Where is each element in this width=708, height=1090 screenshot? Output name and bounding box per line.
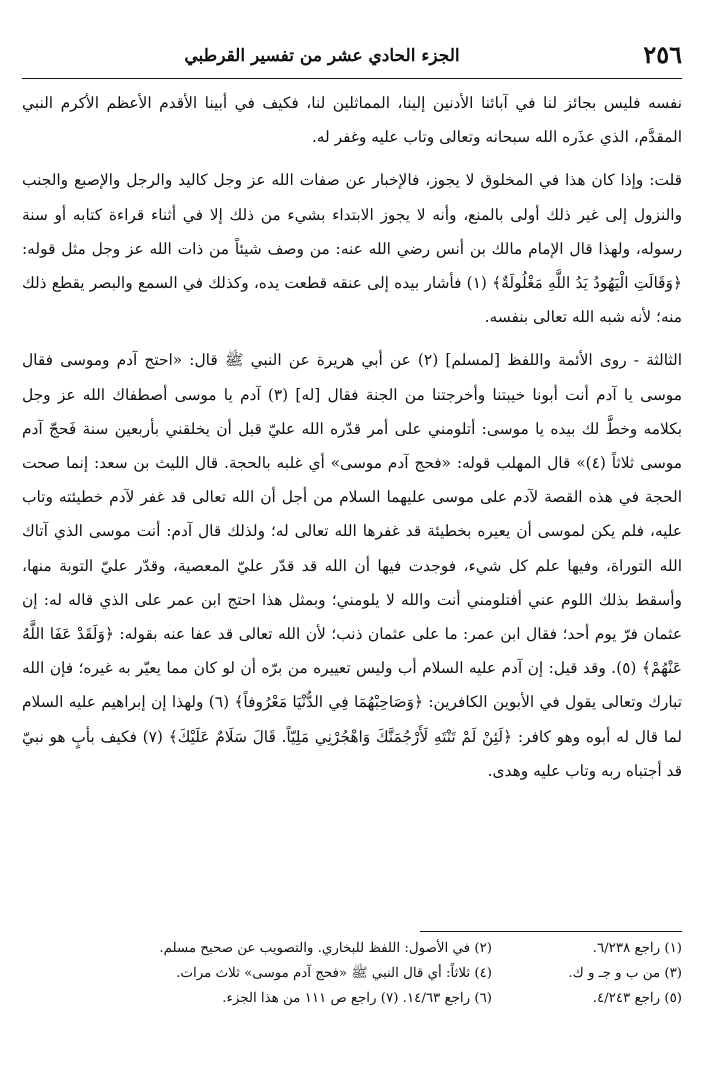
footnote: (٣) من ب و جـ و ك. <box>568 966 682 981</box>
paragraph: قلت: وإذا كان هذا في المخلوق لا يجوز، فالإخبار عن صفات الله عز وجل كاليد والرجل والإصبع والجنب والنزول إلى غير ذلك أولى بالمنع، وأنه لا يجوز الابتداء بشيء من ذلك إلا في أثناء قراءة كتابه أو سنة رسوله، ولهذا قال الإمام مالك بن أنس رضي الله عنه: من وصف شيئاً من ذات الله عز وجل مثل قوله: ﴿وَقَالَتِ الْيَهُودُ يَدُ اللَّهِ مَغْلُولَةٌ﴾ (١) فأشار بيده إلى عنقه قطعت يده، وكذلك في السمع والبصر يقطع ذلك منه؛ لأنه شبه الله تعالى بنفسه. <box>22 171 682 327</box>
page-number: ٢٥٦ <box>643 40 682 69</box>
main-text <box>22 86 682 788</box>
footnote-divider <box>420 931 682 932</box>
footnote: (٤) ثلاثاً: أي قال النبي ﷺ «فحج آدم موسى» ثلاث مرات. <box>176 966 492 981</box>
footnote: (٥) راجع ٤/٢٤٣. <box>592 991 682 1006</box>
footnote: (٢) في الأصول: اللفظ للبخاري. والتصويب عن صحيح مسلم. <box>159 941 492 956</box>
footnote: (١) راجع ٦/٢٣٨. <box>592 941 682 956</box>
running-title: الجزء الحادي عشر من تفسير القرطبي <box>184 46 460 66</box>
footnote: (٦) راجع ١٤/٦٣. (٧) راجع ص ١١١ من هذا الجزء. <box>222 991 492 1006</box>
page-header <box>22 38 682 79</box>
footnote-row <box>40 986 682 1011</box>
footnote-row <box>40 936 682 961</box>
footnote-row <box>40 961 682 986</box>
paragraph: الثالثة - روى الأئمة واللفظ [لمسلم] (٢) عن أبي هريرة عن النبي ﷺ قال: «احتج آدم وموسى فقال موسى يا آدم أنت أبونا خيبتنا وأخرجتنا من الجنة فقال [له] (٣) آدم يا موسى أصطفاك الله عز وجل بكلامه وخطَّ لك بيده يا موسى: أتلومني على أمر قدّره الله عليّ قبل أن يخلقني بأربعين سنة فَحجّ آدم موسى ثلاثاً (٤)» قال المهلب قوله: «فحج آدم موسى» أي غلبه بالحجة. قال الليث بن سعد: إنما صحت الحجة في هذه القصة لآدم على موسى عليهما السلام من أجل أن الله تعالى قد غفر لآدم خطيئته وتاب عليه، فلم يكن لموسى أن يعيره بخطيئة قد غفرها الله تعالى له؛ ولذلك قال آدم: أنت موسى الذي آتاك الله التوراة، وفيها علم كل شيء، فوجدت فيها أن الله قد قدّر عليّ المعصية، وقدّر عليّ التوبة منها، وأسقط بذلك اللوم عني أفتلومني أنت والله لا يلومني؛ وبمثل هذا احتج ابن عمر على الذي قاله له: إن عثمان فرّ يوم أحد؛ فقال ابن عمر: ما على عثمان ذنب؛ لأن الله تعالى قد عفا عنه بقوله: ﴿وَلَقَدْ عَفَا اللَّهُ عَنْهُمْ﴾ (٥). وقد قيل: إن آدم عليه السلام أب وليس تعييره من برّه أن لو كان مما يعيّر به غيره؛ فإن الله تبارك وتعالى يقول في الأبوين الكافرين: ﴿وَصَاحِبْهُمَا فِي الدُّنْيَا مَعْرُوفاً﴾ (٦) ولهذا إن إبراهيم عليه السلام لما قال له أبوه وهو كافر: ﴿لَئِنْ لَمْ تَنْتَهِ لَأَرْجُمَنَّكَ وَاهْجُرْنِي مَلِيّاً. قَالَ سَلَامٌ عَلَيْكَ﴾ (٧) فكيف بأبٍ هو نبيّ قد أجتباه ربه وتاب عليه وهدى. <box>22 351 682 780</box>
paragraph: نفسه فليس بجائز لنا في آبائنا الأدنين إلينا، المماثلين لنا، فكيف في أبينا الأقدم الأعظم الأكرم النبي المقدَّم، الذي عذَره الله سبحانه وتعالى وتاب عليه وغفر له. <box>22 94 682 147</box>
footnotes <box>40 936 682 1011</box>
